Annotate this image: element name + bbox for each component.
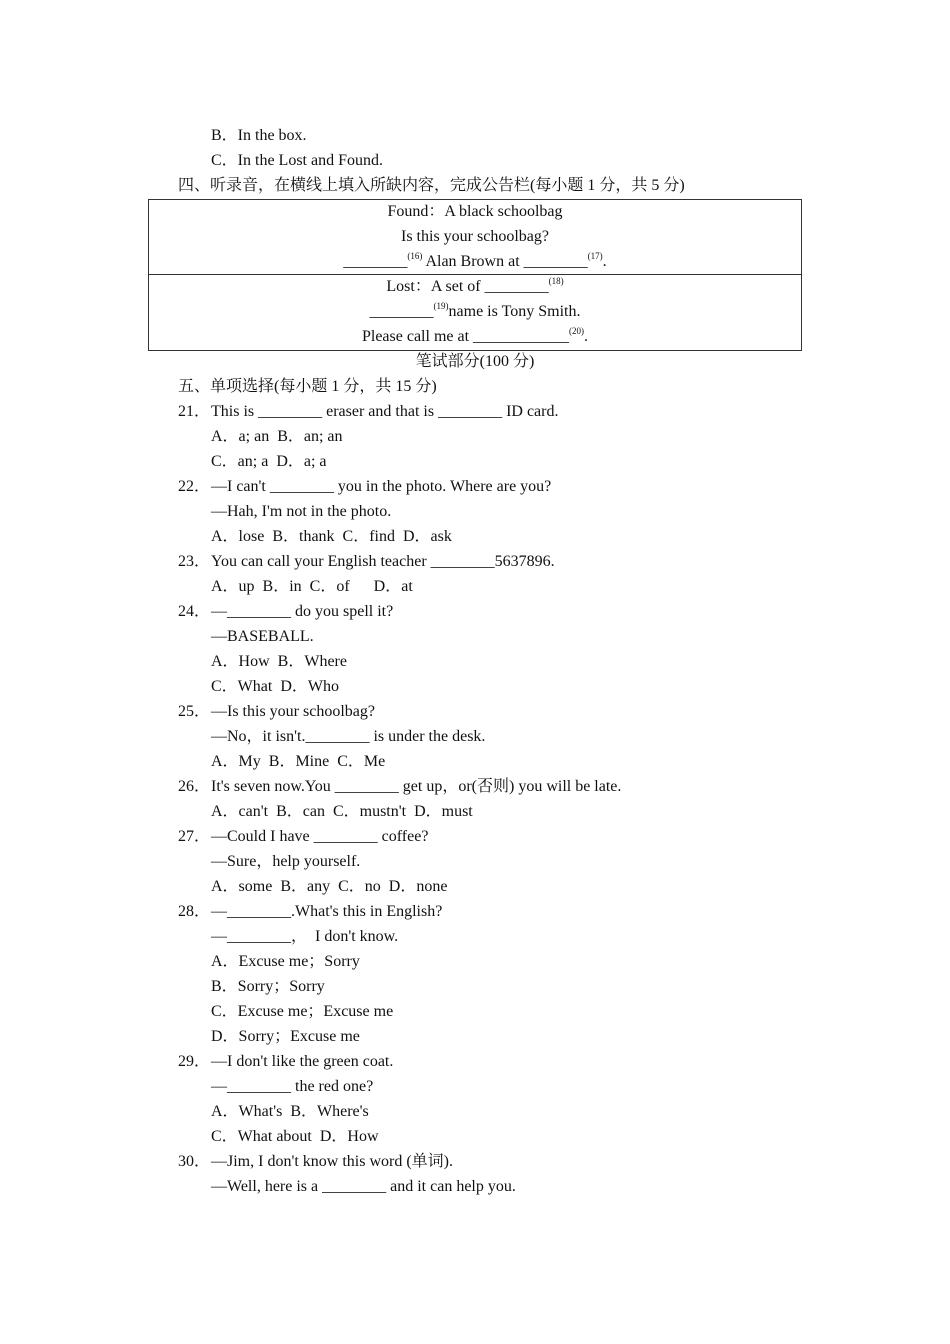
q23-number: 23． (178, 553, 211, 570)
q22-stem: —I can't ________ you in the photo. Where are you? (211, 478, 552, 495)
q24-options-ab: A．How B．Where (211, 653, 347, 670)
q24-number: 24． (178, 603, 211, 620)
mark-17: (17) (587, 251, 603, 261)
q26-options: A．can't B．can C．mustn't D．must (211, 803, 473, 820)
section5-title: 五、单项选择(每小题 1 分，共 15 分) (178, 378, 437, 395)
q24-options-cd: C．What D．Who (211, 678, 339, 695)
q25-reply: —No，it isn't.________ is under the desk. (211, 728, 486, 745)
lost-line1 (149, 277, 801, 297)
found-line1: Found：A black schoolbag (387, 203, 563, 220)
q22-options: A．lose B．thank C．find D．ask (211, 528, 452, 545)
section4-title: 四、听录音，在横线上填入所缺内容，完成公告栏(每小题 1 分，共 5 分) (178, 177, 685, 194)
q21-options-ab: A．a; an B．an; an (211, 428, 343, 445)
q28-number: 28． (178, 903, 211, 920)
q27-options: A．some B．any C．no D．none (211, 878, 448, 895)
prev-option-c: C．In the Lost and Found. (211, 152, 383, 169)
q24-stem: —________ do you spell it? (211, 603, 394, 620)
q26-number: 26． (178, 778, 211, 795)
q28-reply: —________， I don't know. (211, 928, 399, 945)
q25-options: A．My B．Mine C．Me (211, 753, 386, 770)
q29-reply: —________ the red one? (211, 1078, 374, 1095)
written-part-heading: 笔试部分(100 分) (415, 353, 535, 370)
q21-options-cd: C．an; a D．a; a (211, 453, 327, 470)
q24-reply: —BASEBALL. (211, 628, 314, 645)
q22-number: 22． (178, 478, 211, 495)
q25-stem: —Is this your schoolbag? (211, 703, 375, 720)
q22-reply: —Hah, I'm not in the photo. (211, 503, 392, 520)
blank-16[interactable]: ________ (343, 253, 408, 270)
q21-stem: This is ________ eraser and that is ________ ID card. (211, 403, 559, 420)
q28-stem: —________.What's this in English? (211, 903, 443, 920)
q21-number: 21． (178, 403, 211, 420)
lost-line3 (149, 327, 801, 347)
mark-18: (18) (548, 276, 564, 286)
notice-divider (149, 274, 801, 275)
q29-number: 29． (178, 1053, 211, 1070)
q26-stem: It's seven now.You ________ get up，or(否则) you will be late. (211, 778, 622, 795)
q23-stem: You can call your English teacher ________5637896. (211, 553, 555, 570)
q28-option-b: B．Sorry；Sorry (211, 978, 325, 995)
q28-option-c: C．Excuse me；Excuse me (211, 1003, 394, 1020)
q29-options-cd: C．What about D．How (211, 1128, 379, 1145)
q30-reply: —Well, here is a ________ and it can help you. (211, 1178, 516, 1195)
blank-19[interactable]: ________ (369, 303, 434, 320)
found-line3 (149, 252, 801, 272)
lost-line2-text: name is Tony Smith. (448, 303, 581, 320)
mark-16: (16) (407, 251, 423, 261)
lost-line1-text: Lost：A set of ________ (386, 278, 549, 295)
q27-stem: —Could I have ________ coffee? (211, 828, 429, 845)
found-line3-end: . (602, 253, 607, 270)
q27-reply: —Sure，help yourself. (211, 853, 361, 870)
lost-line3-text: Please call me at ____________ (361, 328, 570, 345)
q29-stem: —I don't like the green coat. (211, 1053, 394, 1070)
q28-option-a: A．Excuse me；Sorry (211, 953, 360, 970)
q27-number: 27． (178, 828, 211, 845)
found-line3-mid: Alan Brown at ________ (422, 253, 588, 270)
q30-stem: —Jim, I don't know this word (单词). (211, 1153, 453, 1170)
q29-options-ab: A．What's B．Where's (211, 1103, 369, 1120)
lost-line2 (149, 302, 801, 322)
prev-option-b: B．In the box. (211, 127, 307, 144)
q28-option-d: D．Sorry；Excuse me (211, 1028, 360, 1045)
lost-line3-end: . (584, 328, 589, 345)
q25-number: 25． (178, 703, 211, 720)
found-line2: Is this your schoolbag? (401, 228, 549, 245)
mark-19: (19) (433, 301, 449, 311)
q23-options: A．up B．in C．of D．at (211, 578, 413, 595)
mark-20: (20) (569, 326, 585, 336)
q30-number: 30． (178, 1153, 211, 1170)
